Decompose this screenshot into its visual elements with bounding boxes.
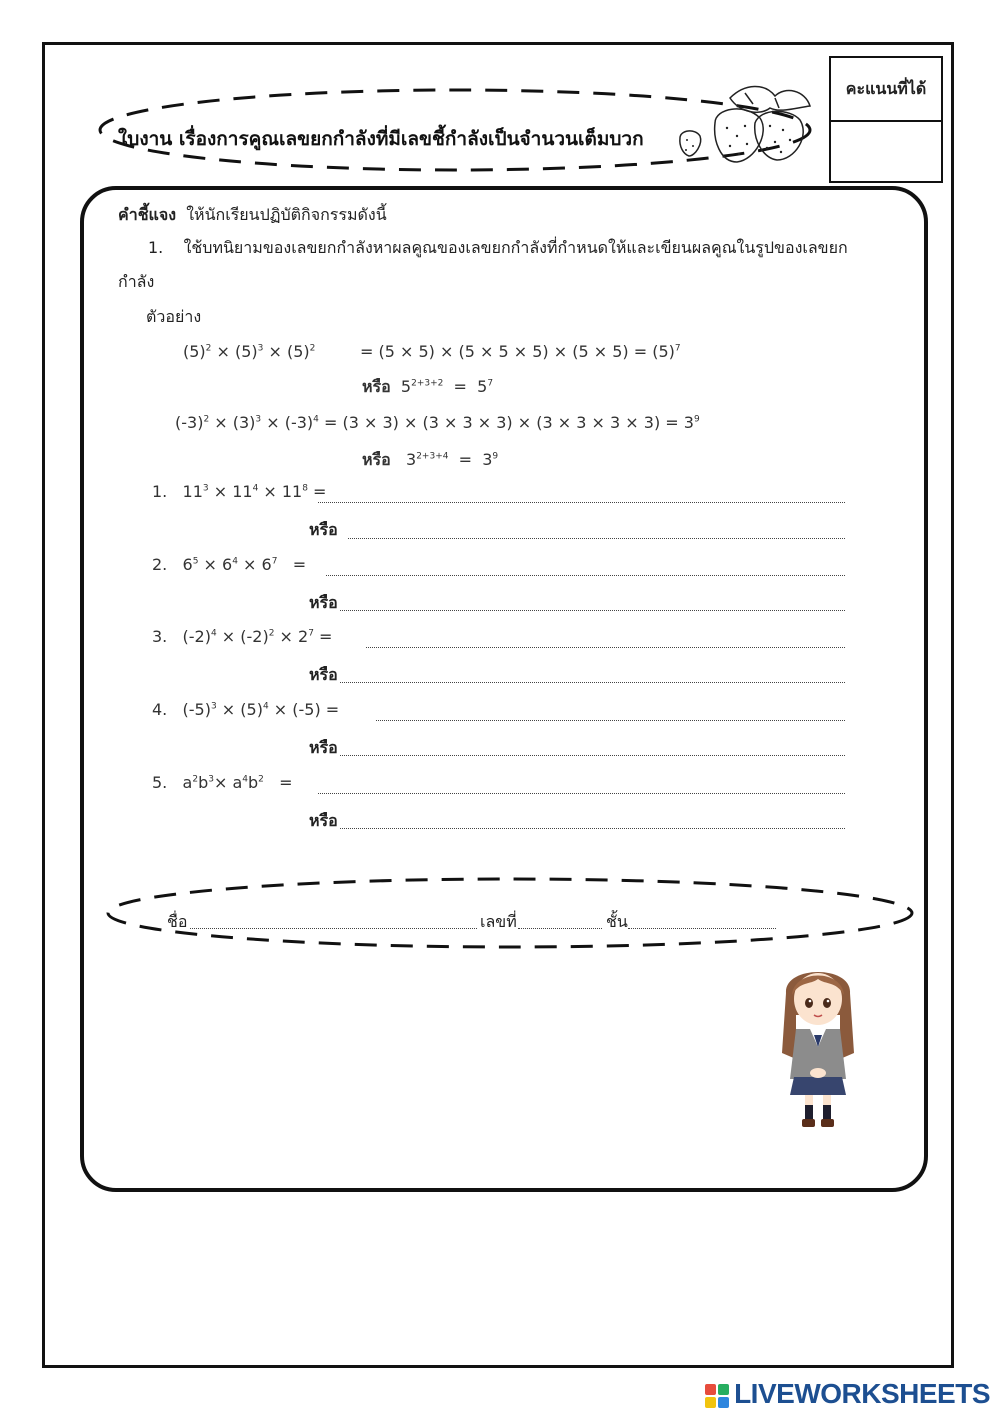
instructions-text: ให้นักเรียนปฏิบัติกิจกรรมดังนี้ (186, 205, 387, 224)
name-label: ชื่อ (167, 912, 188, 931)
class-field[interactable] (628, 928, 776, 929)
class-label: ชั้น (606, 912, 628, 931)
question-4-or: หรือ (309, 738, 338, 757)
question-5: 5. $a^2b^3\times a^4b^2$ = (152, 773, 293, 792)
brand-name: LIVEWORKSHEETS (734, 1378, 990, 1409)
liveworksheets-logo-icon (704, 1383, 730, 1409)
number-label: เลขที่ (480, 912, 517, 931)
name-field[interactable] (190, 928, 477, 929)
example-1-alternative: หรือ $5^{2+3+2} = 5^7$ (362, 377, 494, 396)
example-label: ตัวอย่าง (146, 307, 202, 326)
example-2-equation: $(-3)^2 \times (3)^3 \times (-3)^4 = (3 \times 3) \times (3 \times 3 \times 3) \times (3 \times 3 \times 3 \times 3) = 3^9$ (175, 413, 700, 432)
score-label: คะแนนที่ได้ (831, 58, 941, 122)
example-2-alternative: หรือ $3^{2+3+4} = 3^9$ (362, 450, 499, 469)
answer-5-alt-line[interactable] (340, 828, 845, 829)
liveworksheets-brand[interactable] (704, 1378, 990, 1410)
score-box (829, 56, 943, 183)
strawberry-illustration (675, 78, 825, 168)
instruction-item (148, 236, 848, 261)
instruction-item-number: 1. (148, 238, 164, 257)
answer-4-alt-line[interactable] (340, 755, 845, 756)
answer-5-line[interactable] (318, 793, 845, 794)
instruction-item-text: ใช้บทนิยามของเลขยกกำลังหาผลคูณของเลขยกกำลังที่กำหนดให้และเขียนผลคูณในรูปของเลขยก (183, 238, 848, 257)
worksheet-title: ใบงาน เรื่องการคูณเลขยกกำลังที่มีเลขชี้กำลังเป็นจำนวนเต็มบวก (118, 128, 644, 150)
answer-1-alt-line[interactable] (348, 538, 845, 539)
number-field[interactable] (518, 928, 602, 929)
answer-2-alt-line[interactable] (340, 610, 845, 611)
answer-1-line[interactable] (318, 502, 845, 503)
instructions-label: คำชี้แจง (118, 205, 177, 224)
instruction-item-continued: กำลัง (118, 272, 155, 291)
question-1-or: หรือ (309, 520, 338, 539)
student-girl-illustration (776, 955, 860, 1133)
question-3: 3. $(-2)^4 \times (-2)^2 \times 2^7$ = (152, 627, 333, 646)
question-5-or: หรือ (309, 811, 338, 830)
question-2-or: หรือ (309, 593, 338, 612)
answer-3-alt-line[interactable] (340, 682, 845, 683)
question-3-or: หรือ (309, 665, 338, 684)
question-4: 4. $(-5)^3 \times (5)^4 \times (-5)$ = (152, 700, 340, 719)
answer-2-line[interactable] (326, 575, 845, 576)
example-1-expansion: = $(5 \times 5) \times (5 \times 5 \times 5) \times (5 \times 5) = (5)^7$ (360, 342, 681, 361)
answer-4-line[interactable] (376, 720, 845, 721)
question-2: 2. $6^5 \times 6^4 \times 6^7$ = (152, 555, 307, 574)
instructions (118, 203, 387, 228)
score-field[interactable] (831, 122, 941, 182)
question-1: 1. $11^3 \times 11^4 \times 11^8$ = (152, 482, 327, 501)
example-1-equation: $(5)^2 \times (5)^3 \times (5)^2$ (183, 342, 316, 361)
answer-3-line[interactable] (366, 647, 845, 648)
